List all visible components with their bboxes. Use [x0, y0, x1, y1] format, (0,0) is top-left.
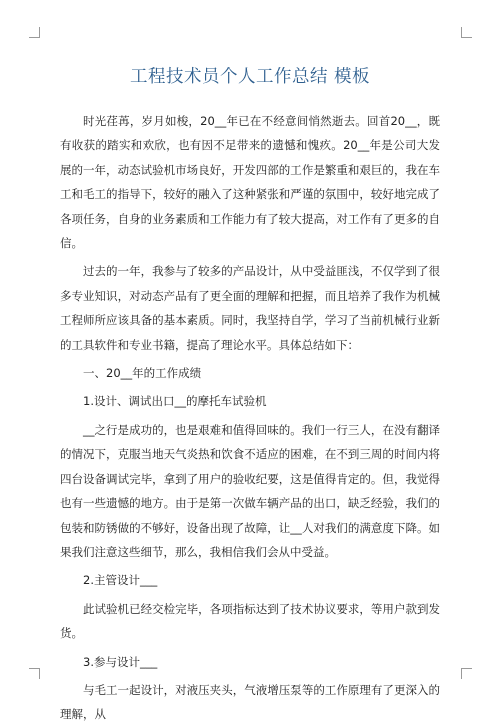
document-title: 工程技术员个人工作总结 模板 [129, 67, 371, 87]
crop-mark-top-right [461, 27, 472, 38]
overview-paragraph: 过去的一年，我参与了较多的产品设计，从中受益匪浅，不仅学到了很多专业知识，对动态产品有了更全面的理解和把握，而且培养了我作为机械工程师所应该具备的基本素质。同时，我坚持自学，学习了当前机械行业新的工具软件和专业书籍，提高了理论水平。具体总结如下： [60, 264, 440, 352]
intro-paragraph: 时光荏苒，岁月如梭，20__年已在不经意间悄然逝去。回首20__，既有收获的踏实和欢欣，也有因不足带来的遗憾和愧疚。20__年是公司大发展的一年，动态试验机市场良好，开发四部的工作是繁重和艰巨的，我在车工和毛工的指导下，较好的融入了这种紧张和严谨的氛围中，较好地完成了各项任务，自身的业务素质和工作能力有了较大提高，对工作有了更多的自信。 [60, 114, 440, 251]
crop-mark-bottom-left [29, 668, 40, 679]
item-heading-2: 2.主管设计___ [83, 573, 158, 588]
document-body [60, 109, 440, 727]
crop-mark-top-left [29, 27, 40, 38]
item-heading-1: 1.设计、调试出口__的摩托车试验机 [83, 394, 267, 409]
item-paragraph-2: 此试验机已经交检完毕，各项指标达到了技术协议要求，等用户款到发货。 [60, 601, 440, 641]
item-heading-3: 3.参与设计___ [83, 654, 158, 669]
item-paragraph-3: 与毛工一起设计，对液压夹头，气液增压泵等的工作原理有了更深入的理解，从 [60, 682, 440, 722]
section-heading: 一、20__年的工作成绩 [83, 366, 202, 381]
crop-mark-bottom-right [461, 668, 472, 679]
item-paragraph-1: __之行是成功的，也是艰难和值得回味的。我们一行三人，在没有翻译的情况下，克服当地天气炎热和饮食不适应的困难，在不到三周的时间内将四台设备调试完毕，拿到了用户的验收纪要，这是值得肯定的。但，我觉得也有一些遗憾的地方。由于是第一次做车辆产品的出口，缺乏经验，我们的包装和防锈做的不够好，设备出现了故障，让__人对我们的满意度下降。如果我们注意这些细节，那么，我相信我们会从中受益。 [60, 422, 440, 559]
